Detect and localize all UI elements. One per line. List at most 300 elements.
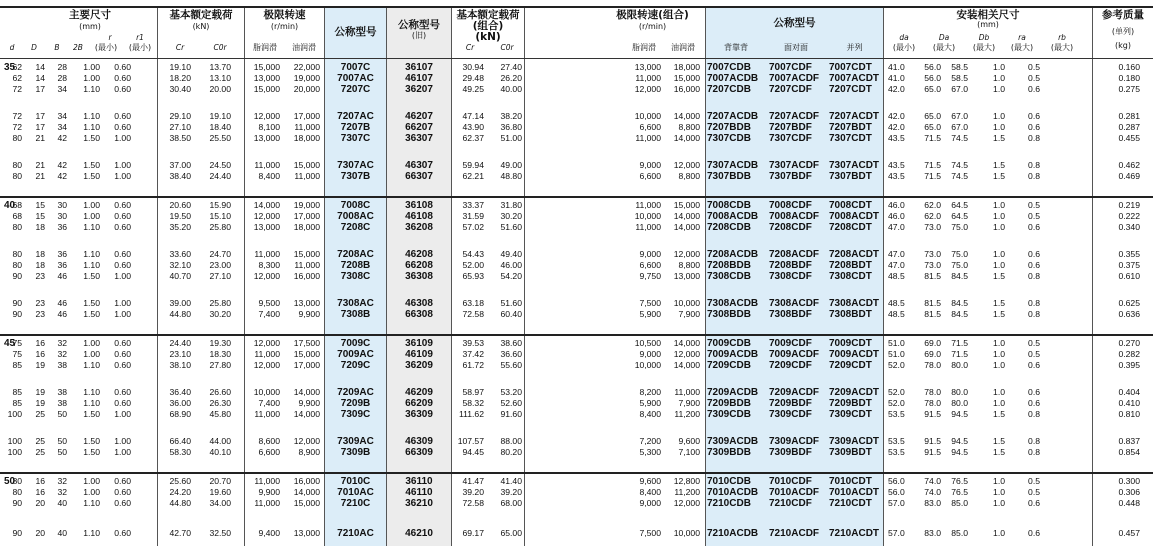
cell-model: 7008C bbox=[340, 200, 371, 211]
cell-speed-grease: 8,600 bbox=[258, 436, 280, 446]
cell-model: 7210AC bbox=[337, 528, 374, 539]
cell-model: 7007AC bbox=[337, 73, 374, 84]
cell-Cr: 25.60 bbox=[169, 476, 191, 486]
cell-2B: 42 bbox=[57, 160, 67, 170]
cell-combo-speed-oil: 14,000 bbox=[673, 222, 700, 232]
cell-Cr: 18.20 bbox=[169, 73, 191, 83]
cell-2B: 32 bbox=[57, 487, 67, 497]
cell-Cr: 30.40 bbox=[169, 84, 191, 94]
cell-old-model: 66309 bbox=[405, 447, 433, 458]
cell-2B: 36 bbox=[57, 260, 67, 270]
cell-combo-speed-oil: 13,000 bbox=[673, 271, 700, 281]
cell-model: 7309C bbox=[340, 409, 371, 420]
cell-tandem: 7208CDT bbox=[829, 222, 872, 233]
cell-combo-speed-grease: 10,500 bbox=[634, 338, 661, 348]
cell-speed-grease: 10,000 bbox=[253, 387, 280, 397]
cell-2B: 50 bbox=[57, 436, 67, 446]
cell-tandem: 7209CDT bbox=[829, 360, 872, 371]
cell-Cr: 44.80 bbox=[169, 309, 191, 319]
cell-combo-speed-grease: 9,750 bbox=[639, 271, 661, 281]
cell-2B: 32 bbox=[57, 338, 67, 348]
cell-C0r: 19.10 bbox=[209, 111, 231, 121]
cell-combo-Cr: 94.45 bbox=[462, 447, 484, 457]
cell-model: 7009C bbox=[340, 338, 371, 349]
cell-speed-grease: 11,000 bbox=[254, 349, 280, 359]
cell-speed-oil: 11,000 bbox=[294, 260, 320, 270]
cell-D: 80 bbox=[12, 249, 22, 259]
cell-ra: 1.0 bbox=[993, 398, 1005, 408]
speed-grease: 脂润滑 bbox=[253, 43, 277, 52]
rb-max-label: (最大) bbox=[1050, 43, 1074, 52]
cell-da: 57.0 bbox=[888, 528, 905, 538]
cell-tandem: 7208BDT bbox=[829, 260, 872, 271]
cell-da: 53.5 bbox=[888, 447, 905, 457]
cell-speed-oil: 17,000 bbox=[293, 111, 320, 121]
cell-Db: 94.5 bbox=[951, 447, 968, 457]
cell-D: 68 bbox=[12, 211, 22, 221]
cell-r1: 0.60 bbox=[114, 398, 131, 408]
cell-Db: 74.5 bbox=[951, 171, 968, 181]
cell-Da: 65.0 bbox=[924, 111, 941, 121]
cell-C0r: 18.30 bbox=[209, 349, 231, 359]
cell-r: 1.50 bbox=[83, 160, 100, 170]
cell-combo-Cr: 61.72 bbox=[462, 360, 484, 370]
cell-combo-C0r: 53.20 bbox=[500, 387, 522, 397]
cell-old-model: 46109 bbox=[405, 349, 433, 360]
cell-mass: 0.854 bbox=[1118, 447, 1140, 457]
Db-max-label: (最大) bbox=[972, 43, 996, 52]
cell-Db: 84.5 bbox=[951, 298, 968, 308]
cell-back-to-back: 7308BDB bbox=[707, 309, 751, 320]
cell-combo-speed-grease: 9,000 bbox=[639, 349, 661, 359]
cell-Da: 65.0 bbox=[924, 84, 941, 94]
cell-C0r: 24.50 bbox=[209, 160, 231, 170]
cell-rb: 0.6 bbox=[1028, 398, 1040, 408]
cell-face-to-face: 7309BDF bbox=[769, 447, 812, 458]
cell-combo-speed-oil: 10,000 bbox=[673, 528, 700, 538]
cell-C0r: 25.50 bbox=[209, 133, 231, 143]
cell-speed-oil: 9,900 bbox=[298, 398, 320, 408]
cell-combo-speed-oil: 15,000 bbox=[673, 73, 700, 83]
cell-r1: 1.00 bbox=[114, 409, 131, 419]
cell-speed-grease: 15,000 bbox=[253, 62, 280, 72]
cell-speed-oil: 11,000 bbox=[294, 171, 320, 181]
cell-da: 43.5 bbox=[888, 171, 905, 181]
cell-mass: 0.282 bbox=[1118, 349, 1140, 359]
cell-rb: 0.6 bbox=[1028, 387, 1040, 397]
cell-combo-Cr: 39.20 bbox=[462, 487, 484, 497]
cell-tandem: 7010ACDT bbox=[829, 487, 880, 498]
cell-speed-grease: 7,400 bbox=[258, 309, 280, 319]
cell-speed-oil: 19,000 bbox=[293, 200, 320, 210]
cell-da: 42.0 bbox=[888, 111, 905, 121]
cell-Cr: 36.00 bbox=[169, 398, 191, 408]
cell-combo-speed-grease: 10,000 bbox=[634, 360, 661, 370]
cell-da: 51.0 bbox=[888, 349, 905, 359]
cell-speed-grease: 11,000 bbox=[254, 160, 280, 170]
cell-model: 7307C bbox=[340, 133, 371, 144]
back-to-back-label: 背靠背 bbox=[724, 43, 748, 52]
bore-group-label: 45 bbox=[4, 338, 16, 349]
cell-da: 56.0 bbox=[888, 476, 905, 486]
cell-Db: 80.0 bbox=[951, 398, 968, 408]
cell-Cr: 39.00 bbox=[169, 298, 191, 308]
cell-r1: 0.60 bbox=[114, 387, 131, 397]
cell-back-to-back: 7007ACDB bbox=[707, 73, 759, 84]
cell-rb: 0.6 bbox=[1028, 528, 1040, 538]
cell-combo-C0r: 30.20 bbox=[500, 211, 522, 221]
model-header: 公称型号 bbox=[334, 26, 377, 38]
cell-speed-grease: 8,400 bbox=[258, 171, 280, 181]
cell-Da: 83.0 bbox=[924, 498, 941, 508]
cell-ra: 1.0 bbox=[993, 249, 1005, 259]
cell-speed-grease: 7,400 bbox=[258, 398, 280, 408]
cell-old-model: 46209 bbox=[405, 387, 433, 398]
cell-speed-oil: 17,000 bbox=[293, 211, 320, 221]
cell-speed-grease: 11,000 bbox=[254, 476, 280, 486]
cell-r1: 0.60 bbox=[114, 487, 131, 497]
cell-combo-speed-oil: 12,000 bbox=[673, 349, 700, 359]
cell-da: 46.0 bbox=[888, 211, 905, 221]
cell-mass: 0.457 bbox=[1118, 528, 1140, 538]
cell-D: 62 bbox=[12, 62, 22, 72]
cell-model: 7209C bbox=[340, 360, 371, 371]
cell-Cr: 32.10 bbox=[169, 260, 191, 270]
cell-r1: 1.00 bbox=[114, 171, 131, 181]
cell-D: 80 bbox=[12, 260, 22, 270]
cell-C0r: 13.70 bbox=[209, 62, 231, 72]
cell-Cr: 44.80 bbox=[169, 498, 191, 508]
cell-B: 19 bbox=[35, 398, 45, 408]
cell-2B: 36 bbox=[57, 222, 67, 232]
cell-Db: 76.5 bbox=[951, 487, 968, 497]
cell-speed-grease: 12,000 bbox=[253, 211, 280, 221]
cell-tandem: 7010CDT bbox=[829, 476, 872, 487]
cell-Da: 62.0 bbox=[924, 211, 941, 221]
cell-face-to-face: 7207BDF bbox=[769, 122, 812, 133]
cell-Da: 56.0 bbox=[924, 73, 941, 83]
cell-combo-speed-oil: 18,000 bbox=[673, 62, 700, 72]
cell-C0r: 19.30 bbox=[209, 338, 231, 348]
cell-Cr: 23.10 bbox=[169, 349, 191, 359]
cell-combo-speed-oil: 11,000 bbox=[674, 387, 700, 397]
cell-C0r: 15.10 bbox=[209, 211, 231, 221]
cell-combo-speed-oil: 9,600 bbox=[678, 436, 700, 446]
cell-Da: 83.0 bbox=[924, 528, 941, 538]
cell-C0r: 25.80 bbox=[209, 298, 231, 308]
cell-back-to-back: 7309ACDB bbox=[707, 436, 759, 447]
cell-combo-speed-oil: 11,200 bbox=[674, 409, 700, 419]
cell-r1: 1.00 bbox=[114, 447, 131, 457]
cell-D: 80 bbox=[12, 171, 22, 181]
cell-da: 48.5 bbox=[888, 298, 905, 308]
cell-rb: 0.5 bbox=[1028, 211, 1040, 221]
cell-r1: 1.00 bbox=[114, 133, 131, 143]
cell-back-to-back: 7307BDB bbox=[707, 171, 751, 182]
cell-r1: 0.60 bbox=[114, 498, 131, 508]
cell-combo-Cr: 58.32 bbox=[462, 398, 484, 408]
cell-combo-speed-oil: 16,000 bbox=[673, 84, 700, 94]
sym-r: r bbox=[108, 33, 112, 42]
cell-rb: 0.6 bbox=[1028, 222, 1040, 232]
cell-combo-speed-oil: 14,000 bbox=[673, 133, 700, 143]
cell-ra: 1.0 bbox=[993, 338, 1005, 348]
cell-r1: 0.60 bbox=[114, 62, 131, 72]
cell-C0r: 30.20 bbox=[209, 309, 231, 319]
cell-mass: 0.219 bbox=[1118, 200, 1140, 210]
cell-face-to-face: 7309CDF bbox=[769, 409, 812, 420]
cell-face-to-face: 7008CDF bbox=[769, 200, 812, 211]
cell-r1: 0.60 bbox=[114, 73, 131, 83]
cell-Db: 75.0 bbox=[951, 222, 968, 232]
cell-face-to-face: 7208CDF bbox=[769, 222, 812, 233]
cell-back-to-back: 7009ACDB bbox=[707, 349, 759, 360]
cell-mass: 0.306 bbox=[1118, 487, 1140, 497]
cell-rb: 0.8 bbox=[1028, 298, 1040, 308]
cell-speed-grease: 9,500 bbox=[258, 298, 280, 308]
cell-combo-speed-oil: 10,000 bbox=[673, 298, 700, 308]
cell-D: 80 bbox=[12, 487, 22, 497]
cell-r1: 0.60 bbox=[114, 349, 131, 359]
cell-tandem: 7210ACDT bbox=[829, 528, 880, 539]
cell-2B: 36 bbox=[57, 249, 67, 259]
cell-2B: 38 bbox=[57, 398, 67, 408]
cell-mass: 0.160 bbox=[1118, 62, 1140, 72]
cell-da: 42.0 bbox=[888, 84, 905, 94]
cell-D: 72 bbox=[12, 122, 22, 132]
cell-speed-oil: 14,000 bbox=[293, 387, 320, 397]
cell-ra: 1.0 bbox=[993, 360, 1005, 370]
bore-group-label: 50 bbox=[4, 476, 16, 487]
cell-speed-grease: 8,300 bbox=[258, 260, 280, 270]
cell-combo-Cr: 49.25 bbox=[462, 84, 484, 94]
cell-model: 7209AC bbox=[337, 387, 374, 398]
cell-face-to-face: 7208ACDF bbox=[769, 249, 820, 260]
cell-Db: 85.0 bbox=[951, 498, 968, 508]
cell-back-to-back: 7009CDB bbox=[707, 338, 751, 349]
load-header: 基本额定载荷 bbox=[169, 9, 233, 21]
cell-B: 16 bbox=[35, 338, 45, 348]
speed2-grease: 脂润滑 bbox=[632, 43, 656, 52]
cell-da: 56.0 bbox=[888, 487, 905, 497]
cell-mass: 0.810 bbox=[1118, 409, 1140, 419]
cell-Cr: 35.20 bbox=[169, 222, 191, 232]
cell-Db: 74.5 bbox=[951, 160, 968, 170]
cell-speed-grease: 13,000 bbox=[253, 222, 280, 232]
cell-B: 18 bbox=[35, 222, 45, 232]
cell-C0r: 44.00 bbox=[209, 436, 231, 446]
cell-C0r: 40.10 bbox=[209, 447, 231, 457]
sym-Cr-combo: Cr bbox=[465, 43, 475, 52]
cell-speed-oil: 18,000 bbox=[293, 222, 320, 232]
cell-Db: 71.5 bbox=[951, 338, 968, 348]
cell-ra: 1.5 bbox=[993, 160, 1005, 170]
cell-da: 57.0 bbox=[888, 498, 905, 508]
cell-B: 15 bbox=[35, 211, 45, 221]
cell-combo-speed-grease: 6,600 bbox=[639, 171, 661, 181]
cell-C0r: 15.90 bbox=[209, 200, 231, 210]
cell-old-model: 46208 bbox=[405, 249, 433, 260]
cell-Db: 85.0 bbox=[951, 528, 968, 538]
cell-r1: 0.60 bbox=[114, 260, 131, 270]
cell-r1: 1.00 bbox=[114, 309, 131, 319]
cell-B: 15 bbox=[35, 200, 45, 210]
cell-rb: 0.6 bbox=[1028, 360, 1040, 370]
cell-r: 1.50 bbox=[83, 171, 100, 181]
cell-model: 7208C bbox=[340, 222, 371, 233]
cell-speed-grease: 9,400 bbox=[258, 528, 280, 538]
cell-ra: 1.5 bbox=[993, 133, 1005, 143]
speed2-oil: 油润滑 bbox=[671, 43, 695, 52]
cell-speed-oil: 15,000 bbox=[293, 349, 320, 359]
cell-ra: 1.5 bbox=[993, 298, 1005, 308]
cell-combo-speed-oil: 8,800 bbox=[678, 171, 700, 181]
cell-old-model: 46210 bbox=[405, 528, 433, 539]
cell-C0r: 20.70 bbox=[209, 476, 231, 486]
cell-combo-C0r: 46.00 bbox=[500, 260, 522, 270]
cell-mass: 0.404 bbox=[1118, 387, 1140, 397]
cell-ra: 1.0 bbox=[993, 260, 1005, 270]
sym-rb: rb bbox=[1058, 33, 1066, 42]
cell-combo-Cr: 57.02 bbox=[462, 222, 484, 232]
cell-old-model: 66209 bbox=[405, 398, 433, 409]
cell-da: 41.0 bbox=[888, 73, 905, 83]
cell-combo-Cr: 39.53 bbox=[462, 338, 484, 348]
cell-D: 90 bbox=[12, 498, 22, 508]
cell-2B: 42 bbox=[57, 171, 67, 181]
cell-face-to-face: 7209ACDF bbox=[769, 387, 820, 398]
cell-r1: 0.60 bbox=[114, 528, 131, 538]
cell-da: 48.5 bbox=[888, 309, 905, 319]
cell-2B: 40 bbox=[57, 528, 67, 538]
sym-d: d bbox=[9, 43, 15, 52]
cell-face-to-face: 7209BDF bbox=[769, 398, 812, 409]
cell-C0r: 25.80 bbox=[209, 222, 231, 232]
cell-Cr: 27.10 bbox=[169, 122, 191, 132]
cell-r: 1.10 bbox=[83, 84, 100, 94]
cell-tandem: 7007CDT bbox=[829, 62, 872, 73]
cell-rb: 0.8 bbox=[1028, 171, 1040, 181]
cell-face-to-face: 7207ACDF bbox=[769, 111, 820, 122]
cell-B: 23 bbox=[35, 298, 45, 308]
cell-combo-C0r: 49.00 bbox=[500, 160, 522, 170]
cell-C0r: 26.60 bbox=[209, 387, 231, 397]
cell-2B: 34 bbox=[57, 84, 67, 94]
cell-back-to-back: 7209BDB bbox=[707, 398, 751, 409]
cell-mass: 0.395 bbox=[1118, 360, 1140, 370]
cell-tandem: 7309BDT bbox=[829, 447, 872, 458]
cell-Db: 58.5 bbox=[951, 62, 968, 72]
cell-B: 25 bbox=[35, 447, 45, 457]
cell-2B: 30 bbox=[57, 211, 67, 221]
cell-combo-C0r: 51.60 bbox=[500, 298, 522, 308]
cell-Da: 81.5 bbox=[924, 271, 941, 281]
cell-D: 75 bbox=[12, 349, 22, 359]
cell-r1: 1.00 bbox=[114, 298, 131, 308]
cell-B: 19 bbox=[35, 360, 45, 370]
cell-mass: 0.340 bbox=[1118, 222, 1140, 232]
cell-combo-speed-oil: 12,800 bbox=[673, 476, 700, 486]
sym-Da: Da bbox=[938, 33, 950, 42]
sym-B: B bbox=[54, 43, 60, 52]
cell-Da: 73.0 bbox=[924, 222, 941, 232]
cell-da: 47.0 bbox=[888, 260, 905, 270]
cell-combo-C0r: 51.60 bbox=[500, 222, 522, 232]
cell-back-to-back: 7210ACDB bbox=[707, 528, 759, 539]
cell-rb: 0.8 bbox=[1028, 271, 1040, 281]
cell-tandem: 7208ACDT bbox=[829, 249, 880, 260]
cell-r: 1.50 bbox=[83, 133, 100, 143]
cell-da: 52.0 bbox=[888, 360, 905, 370]
cell-B: 17 bbox=[35, 111, 45, 121]
cell-r1: 0.60 bbox=[114, 222, 131, 232]
cell-Db: 67.0 bbox=[951, 84, 968, 94]
tandem-label: 并列 bbox=[846, 43, 863, 52]
cell-mass: 0.610 bbox=[1118, 271, 1140, 281]
cell-ra: 1.0 bbox=[993, 211, 1005, 221]
cell-Da: 81.5 bbox=[924, 298, 941, 308]
cell-r1: 0.60 bbox=[114, 360, 131, 370]
cell-B: 23 bbox=[35, 271, 45, 281]
cell-mass: 0.448 bbox=[1118, 498, 1140, 508]
cell-Db: 71.5 bbox=[951, 349, 968, 359]
cell-speed-oil: 15,000 bbox=[293, 249, 320, 259]
cell-Da: 78.0 bbox=[924, 360, 941, 370]
cell-model: 7309AC bbox=[337, 436, 374, 447]
cell-speed-grease: 14,000 bbox=[253, 200, 280, 210]
cell-face-to-face: 7010ACDF bbox=[769, 487, 820, 498]
cell-mass: 0.837 bbox=[1118, 436, 1140, 446]
cell-combo-C0r: 55.60 bbox=[500, 360, 522, 370]
speed-oil: 油润滑 bbox=[292, 43, 316, 52]
cell-speed-grease: 11,000 bbox=[254, 498, 280, 508]
cell-r1: 1.00 bbox=[114, 160, 131, 170]
cell-C0r: 26.30 bbox=[209, 398, 231, 408]
cell-combo-speed-oil: 14,000 bbox=[673, 338, 700, 348]
cell-model: 7009AC bbox=[337, 349, 374, 360]
cell-combo-speed-oil: 14,000 bbox=[673, 360, 700, 370]
cell-back-to-back: 7010CDB bbox=[707, 476, 751, 487]
cell-tandem: 7008ACDT bbox=[829, 211, 880, 222]
cell-combo-speed-grease: 9,000 bbox=[639, 498, 661, 508]
cell-speed-grease: 15,000 bbox=[253, 84, 280, 94]
cell-old-model: 46207 bbox=[405, 111, 433, 122]
cell-speed-oil: 15,000 bbox=[293, 160, 320, 170]
cell-D: 80 bbox=[12, 133, 22, 143]
cell-combo-speed-grease: 7,500 bbox=[639, 528, 661, 538]
cell-combo-C0r: 65.00 bbox=[500, 528, 522, 538]
cell-speed-oil: 12,000 bbox=[293, 436, 320, 446]
cell-ra: 1.0 bbox=[993, 487, 1005, 497]
cell-Da: 69.0 bbox=[924, 349, 941, 359]
cell-r: 1.00 bbox=[83, 62, 100, 72]
cell-combo-C0r: 91.60 bbox=[500, 409, 522, 419]
cell-rb: 0.8 bbox=[1028, 447, 1040, 457]
cell-Db: 80.0 bbox=[951, 360, 968, 370]
cell-combo-C0r: 36.80 bbox=[500, 122, 522, 132]
cell-Da: 91.5 bbox=[924, 447, 941, 457]
cell-model: 7007C bbox=[340, 62, 371, 73]
mass-sub: (单列) bbox=[1111, 27, 1135, 36]
cell-speed-grease: 11,000 bbox=[254, 409, 280, 419]
cell-combo-speed-oil: 12,000 bbox=[673, 160, 700, 170]
cell-model: 7308C bbox=[340, 271, 371, 282]
cell-face-to-face: 7308BDF bbox=[769, 309, 812, 320]
cell-2B: 32 bbox=[57, 476, 67, 486]
cell-tandem: 7308BDT bbox=[829, 309, 872, 320]
cell-2B: 30 bbox=[57, 200, 67, 210]
cell-da: 47.0 bbox=[888, 249, 905, 259]
